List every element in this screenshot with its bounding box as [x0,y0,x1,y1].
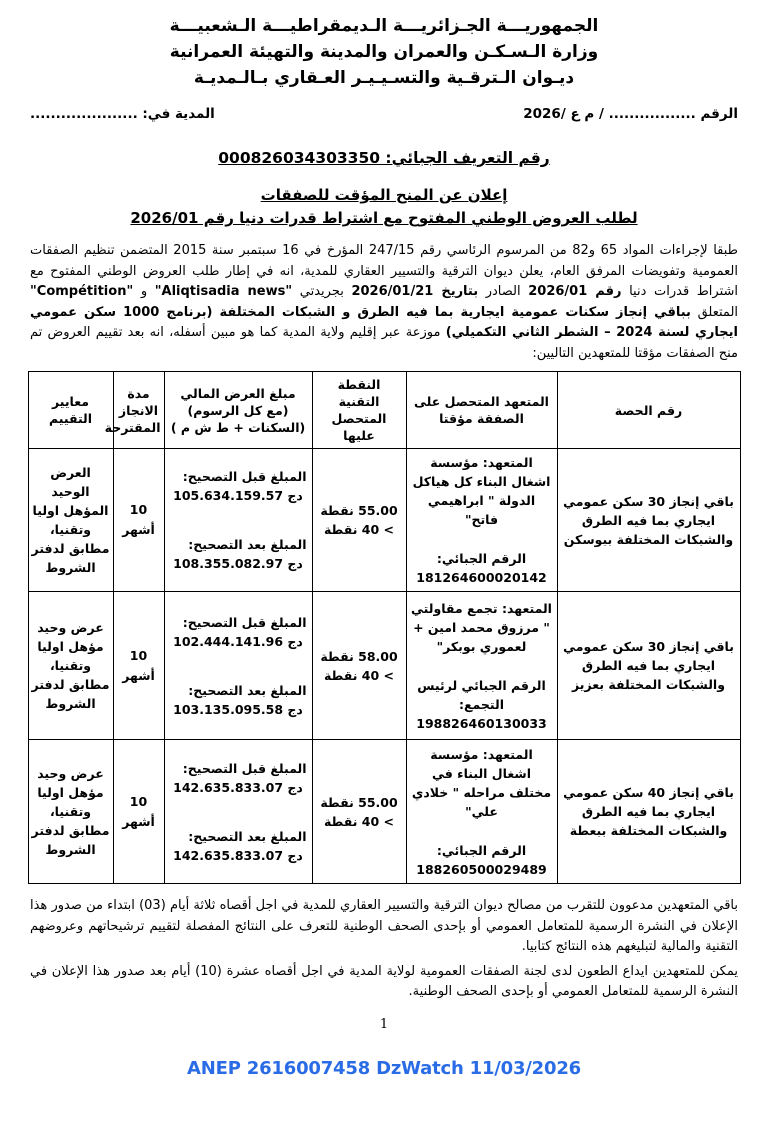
intro-seg-9: بباقي إنجاز سكنات عمومية ايجارية بما فيه الطرق و الشبكات المختلفة (برنامج 1000 سكن عمومي ايجاري لسنة 2024 – الشطر الثاني التكميلي) [30,304,738,340]
intro-seg-0: طبقا لإجراءات المواد 65 و82 من المرسوم الرئاسي رقم 247/15 المؤرخ في 16 سبتمبر سنة 2015 المتضمن تنظيم الصفقات العمومية وتفويضات المرفق العام، يعلن ديوان الترقية والتسيير العقاري للمدية، انه في إطار طلب العروض الوطني المفتوح مع اشتراط قدرات دنيا [30,243,739,299]
results-consultation-paragraph: باقي المتعهدين مدعوون للتقرب من مصالح ديوان الترقية والتسيير العقاري للمدية في اجل أقصاه ثلاثة أيام (03) ابتداء من صدور هذا الإعلان في النشرة الرسمية للمتعامل العمومي أو بإحدى الصحف الوطنية للتعرف على النتائج المفصلة لتقييم ترشيحاتهم وعروضهم التقنية والمالية لتبليغهم هذه النتائج كتابيا. [30,898,738,954]
intro-paragraph [30,241,738,364]
r3-contractor-cell [406,740,557,884]
intro-seg-7: "Compétition" [30,284,134,299]
r3-score-value: 55.00 نقطة [320,794,398,810]
r1-duration-value: 10 [129,502,148,517]
r1-amount-before-label: المبلغ قبل التصحيح: [182,469,307,484]
r1-score-threshold: > 40 نقطة [323,522,395,537]
r1-amount-before-value: 105.634.159.57 دج [173,488,303,503]
r3-amount-before-label: المبلغ قبل التصحيح: [182,760,307,776]
r3-duration-value: 10 [129,793,148,809]
r1-tax-label: الرقم الجبائي: [436,551,527,566]
r3-score-cell [312,740,406,884]
appeals-paragraph: يمكن للمتعهدين ايداع الطعون لدى لجنة الصفقات العمومية لولاية المدية في اجل أقصاه عشرة (10) أيام بعد صدور هذا الإعلان في النشرة الرسمية للمتعامل العمومي أو بإحدى الصحف الوطنية. [30,963,738,999]
r3-duration-unit: أشهر [122,813,155,829]
tax-id-heading: رقم التعريف الجبائي: 000826034303350 [218,149,550,167]
r2-amount-after-label: المبلغ بعد التصحيح: [188,682,307,698]
r3-criteria-cell: عرض وحيد مؤهل اوليا وتقنيا، مطابق لدفتر الشروط [28,740,113,884]
r2-tax-part [410,676,554,733]
award-row-2 [28,592,740,740]
reference-number-field: الرقم ................. / م ع /2026 [523,106,738,122]
r2-duration-cell [113,592,164,740]
r2-tax-number: 198826460130033 [416,715,547,731]
r1-lot-cell: باقي إنجاز 30 سكن عمومي ايجاري بما فيه الطرق والشبكات المختلفة ببوسكن [557,449,740,592]
r2-amount-after-value: 103.135.095.58 دج [173,701,303,717]
r2-contractor-cell [406,592,557,740]
r2-lot-cell: باقي إنجاز 30 سكن عمومي ايجاري بما فيه الطرق والشبكات المختلفة بعزيز [557,592,740,740]
r1-contractor-cell [406,449,557,592]
r1-score-value: 55.00 نقطة [320,503,398,518]
col-header-criteria: معايير التقييم [28,372,113,449]
r1-duration-unit: أشهر [122,522,155,537]
col-header-duration: مدة الانجاز المقترحة [113,372,164,449]
r1-score-cell [312,449,406,592]
r3-tax-number: 188260500029489 [416,861,547,877]
col-header-score: النقطة التقنية المتحصل عليها [312,372,406,449]
header-line-republic: الجمهوريـــة الجـزائريـــة الـديمقراطيـــة الـشعبيـــة [169,16,599,36]
r3-lot-cell: باقي إنجاز 40 سكن عمومي ايجاري بما فيه الطرق والشبكات المختلفة ببعطة [557,740,740,884]
col-header-amount-line-1: مبلغ العرض المالي [180,385,296,401]
r2-score-threshold: > 40 نقطة [323,667,395,683]
r1-criteria-cell: العرض الوحيد المؤهل اوليا وتقنيا، مطابق لدفتر الشروط [28,449,113,592]
r2-amount-before-value: 102.444.141.96 دج [173,633,303,649]
r3-amount-after-value: 142.635.833.07 دج [173,847,303,863]
intro-seg-3: بتاريخ 2026/01/21 [351,284,479,299]
r3-amount-before-value: 142.635.833.07 دج [173,779,303,795]
r3-contractor-name: المتعهد: مؤسسة اشغال البناء في مختلف مراحله " خلادي علي" [411,746,552,819]
page-number: 1 [379,1016,389,1032]
r2-duration-unit: أشهر [122,667,155,683]
announcement-titles [0,184,768,230]
r1-amount-after-label: المبلغ بعد التصحيح: [188,537,307,552]
r2-score-cell [312,592,406,740]
r1-amount-after-value: 108.355.082.97 دج [173,556,303,571]
r2-score-value: 58.00 نقطة [320,648,398,664]
intro-seg-5: "Aliqtisadia news" [154,284,293,299]
r3-score-threshold: > 40 نقطة [323,813,395,829]
announcement-title: إعلان عن المنح المؤقت للصفقات [260,186,508,204]
r2-tax-label: الرقم الجبائي لرئيس التجمع: [417,677,546,712]
award-row-3 [28,740,740,884]
r3-amount-cell [164,740,312,884]
col-header-contractor: المتعهد المتحصل على الصفقة مؤقتا [406,372,557,449]
r3-tax-label: الرقم الجبائي: [436,842,527,858]
r3-tax-part [410,841,554,879]
table-header-row [28,372,740,449]
r1-tax-number: 181264600020142 [416,570,547,585]
intro-seg-2: الصادر [478,284,529,299]
r2-criteria-cell: عرض وحيد مؤهل اوليا وتقنيا، مطابق لدفتر الشروط [28,592,113,740]
place-date-field: المدية في: ..................... [30,106,215,122]
r1-contractor-name: المتعهد: مؤسسة اشغال البناء كل هياكل الدولة " ابراهيمي فاتح" [412,455,551,527]
r1-amount-cell [164,449,312,592]
r2-contractor-name: المتعهد: تجمع مقاولتي " مرزوق محمد امين + لعموري بوبكر" [411,600,552,654]
intro-seg-10: موزعة عبر إقليم ولاية المدية كما هو مبين أسفله، انه بعد تقييم العروض تم منح الصفقات مؤقتا للمتعهدين التاليين: [30,325,738,361]
r1-tax-part [410,549,554,587]
col-header-lot: رقم الحصة [557,372,740,449]
col-header-amount-line-2: (مع كل الرسوم) [187,402,289,418]
header-line-office: ديـوان الـترقـية والتسـيـيـر العـقاري بـالـمديـة [193,68,575,88]
r1-duration-cell [113,449,164,592]
intro-seg-1: رقم 2026/01 [528,284,622,299]
header-line-ministry: وزارة الـسـكـن والعمران والمدينة والتهيئة العمرانية [169,42,599,62]
intro-seg-6: و [133,284,155,299]
reference-line [30,106,738,122]
r2-amount-cell [164,592,312,740]
anep-footer-line: ANEP 2616007458 DzWatch 11/03/2026 [187,1057,581,1079]
awards-table [28,371,741,884]
document-header [0,0,768,91]
col-header-amount [164,372,312,449]
col-header-amount-line-3: (السكنات + ط ش م ) [170,419,306,435]
intro-seg-4: بجريدتي [292,284,352,299]
r2-amount-before-label: المبلغ قبل التصحيح: [182,614,307,630]
r3-amount-after-label: المبلغ بعد التصحيح: [188,828,307,844]
tender-reference-title: لطلب العروض الوطني المفتوح مع اشتراط قدرات دنيا رقم 2026/01 [130,209,638,227]
r2-duration-value: 10 [129,647,148,663]
intro-seg-8: المتعلق [690,304,739,320]
r3-duration-cell [113,740,164,884]
award-row-1 [28,449,740,592]
